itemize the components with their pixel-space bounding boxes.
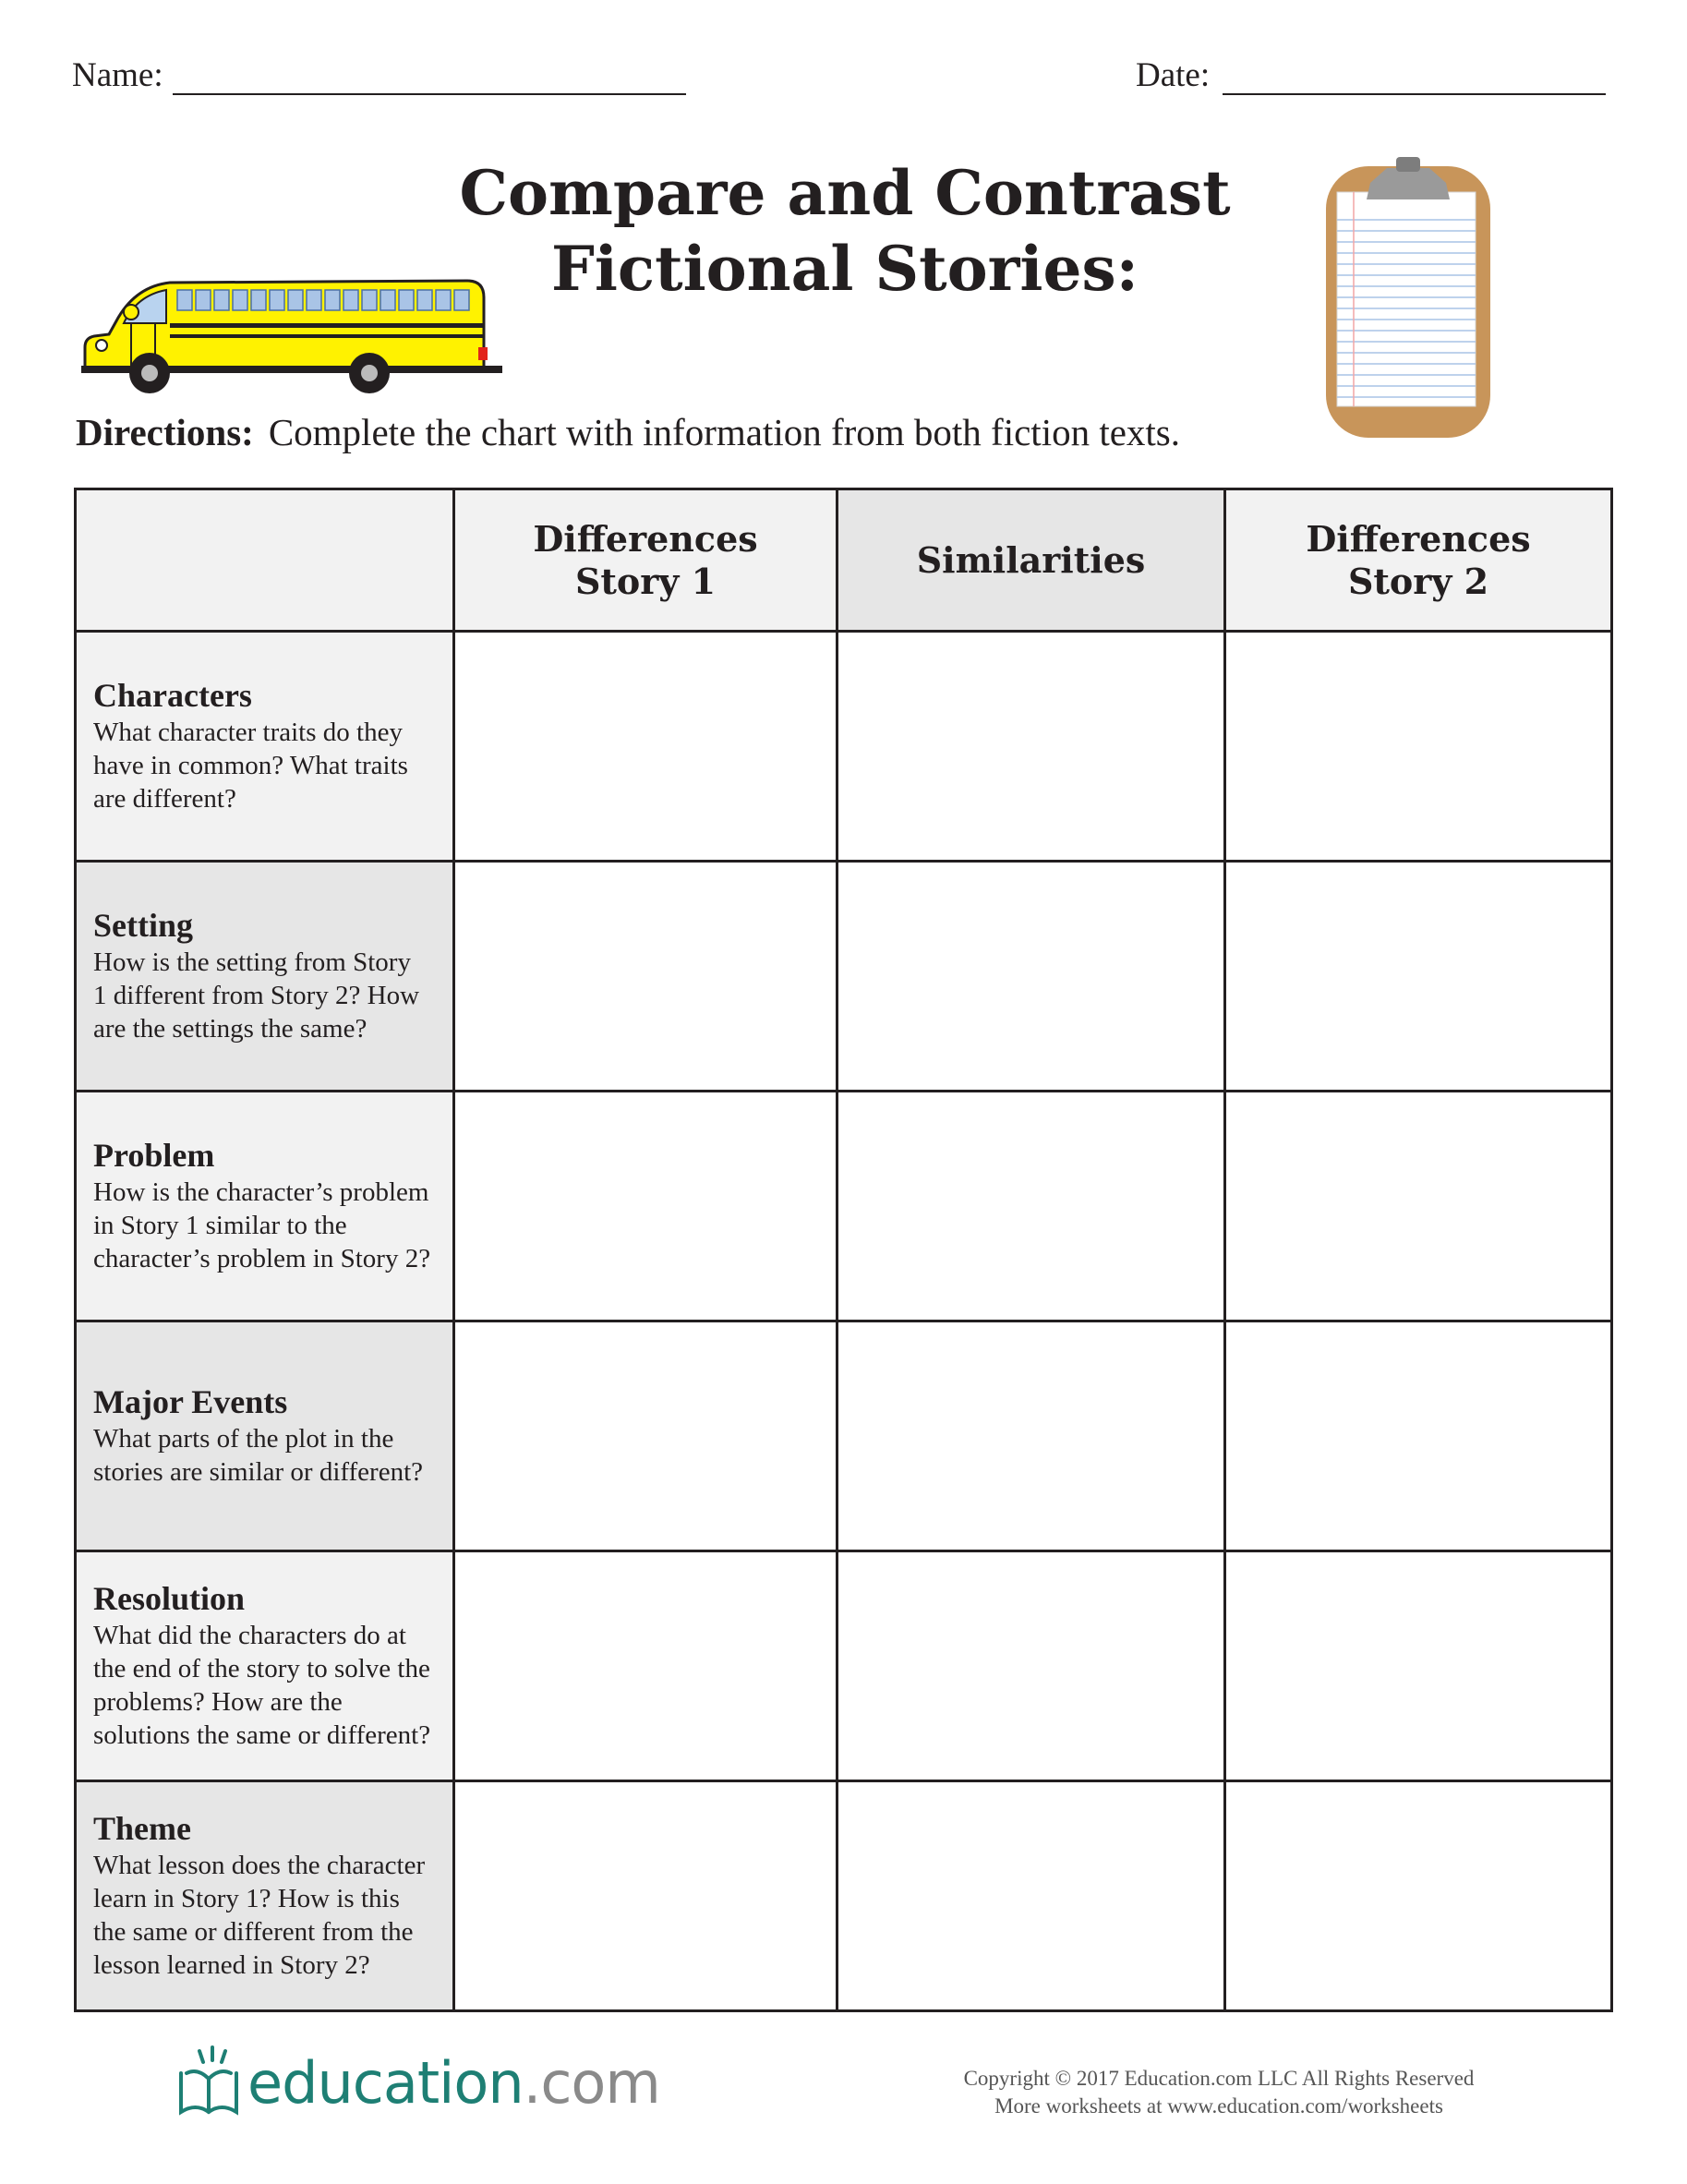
education-com-logo <box>174 2041 660 2124</box>
row-title: Setting <box>93 907 193 944</box>
answer-cell[interactable] <box>1225 1321 1612 1551</box>
row-title: Problem <box>93 1137 215 1174</box>
table-row <box>76 1092 1612 1321</box>
open-book-icon <box>174 2045 242 2119</box>
row-label-problem <box>76 1092 454 1321</box>
answer-cell[interactable] <box>1225 1781 1612 2011</box>
clipboard-icon <box>1322 155 1494 441</box>
answer-cell[interactable] <box>837 1551 1225 1781</box>
compare-contrast-chart <box>74 488 1613 2012</box>
answer-cell[interactable] <box>837 1781 1225 2011</box>
row-label-characters <box>76 632 454 862</box>
answer-cell[interactable] <box>837 1092 1225 1321</box>
row-label-theme <box>76 1781 454 2011</box>
answer-cell[interactable] <box>837 1321 1225 1551</box>
copyright-notice <box>942 2065 1496 2120</box>
corner-cell <box>76 489 454 632</box>
answer-cell[interactable] <box>1225 862 1612 1092</box>
column-header-line: Story 1 <box>574 560 717 602</box>
answer-cell[interactable] <box>454 1321 837 1551</box>
logo-wordmark <box>247 2049 660 2117</box>
answer-cell[interactable] <box>1225 632 1612 862</box>
directions-label: Directions: <box>76 411 254 453</box>
answer-cell[interactable] <box>454 1092 837 1321</box>
date-blank-line <box>1223 66 1606 95</box>
row-description: What did the characters do at the end of the story to solve the problems? How are the solutions the same or different? <box>93 1621 431 1750</box>
row-description: What parts of the plot in the stories are similar or different? <box>93 1424 423 1487</box>
row-label-setting <box>76 862 454 1092</box>
table-row <box>76 1321 1612 1551</box>
column-header-line: Similarities <box>916 538 1146 581</box>
table-row <box>76 1551 1612 1781</box>
answer-cell[interactable] <box>1225 1092 1612 1321</box>
directions <box>76 410 1180 454</box>
date-label: Date: <box>1136 56 1211 94</box>
column-header-line: Differences <box>533 517 758 560</box>
logo-main-text: education <box>247 2048 524 2117</box>
row-description: How is the setting from Story 1 different from Story 2? How are the settings the same? <box>93 947 420 1044</box>
name-label: Name: <box>72 56 163 94</box>
answer-cell[interactable] <box>454 1781 837 2011</box>
table-row <box>76 1781 1612 2011</box>
row-title: Major Events <box>93 1383 288 1420</box>
worksheets-link-line: More worksheets at www.education.com/worksheets <box>994 2094 1443 2118</box>
table-row <box>76 632 1612 862</box>
row-description: What lesson does the character learn in Story 1? How is this the same or different from the lesson learned in Story 2? <box>93 1851 426 1980</box>
title-line-1: Compare and Contrast <box>459 157 1231 229</box>
column-header-differences-story-2 <box>1225 489 1612 632</box>
answer-cell[interactable] <box>454 862 837 1092</box>
title-line-2: Fictional Stories: <box>550 233 1139 305</box>
row-label-major-events <box>76 1321 454 1551</box>
copyright-line: Copyright © 2017 Education.com LLC All Rights Reserved <box>963 2067 1475 2090</box>
answer-cell[interactable] <box>454 632 837 862</box>
answer-cell[interactable] <box>837 862 1225 1092</box>
column-header-similarities <box>837 489 1225 632</box>
directions-text: Complete the chart with information from both fiction texts. <box>268 411 1181 453</box>
answer-cell[interactable] <box>1225 1551 1612 1781</box>
answer-cell[interactable] <box>837 632 1225 862</box>
name-blank-line <box>173 66 686 95</box>
name-field <box>72 55 686 95</box>
logo-suffix-text: .com <box>523 2048 660 2117</box>
column-header-differences-story-1 <box>454 489 837 632</box>
row-description: What character traits do they have in common? What traits are different? <box>93 718 408 814</box>
column-header-line: Differences <box>1306 517 1531 560</box>
row-title: Theme <box>93 1810 191 1847</box>
row-label-resolution <box>76 1551 454 1781</box>
row-title: Characters <box>93 677 252 714</box>
row-title: Resolution <box>93 1580 246 1617</box>
worksheet-title <box>388 155 1302 307</box>
table-row <box>76 862 1612 1092</box>
column-header-line: Story 2 <box>1347 560 1489 602</box>
answer-cell[interactable] <box>454 1551 837 1781</box>
header-row <box>76 489 1612 632</box>
date-field <box>1136 55 1606 95</box>
row-description: How is the character’s problem in Story 1 similar to the character’s problem in Story 2? <box>93 1177 431 1273</box>
